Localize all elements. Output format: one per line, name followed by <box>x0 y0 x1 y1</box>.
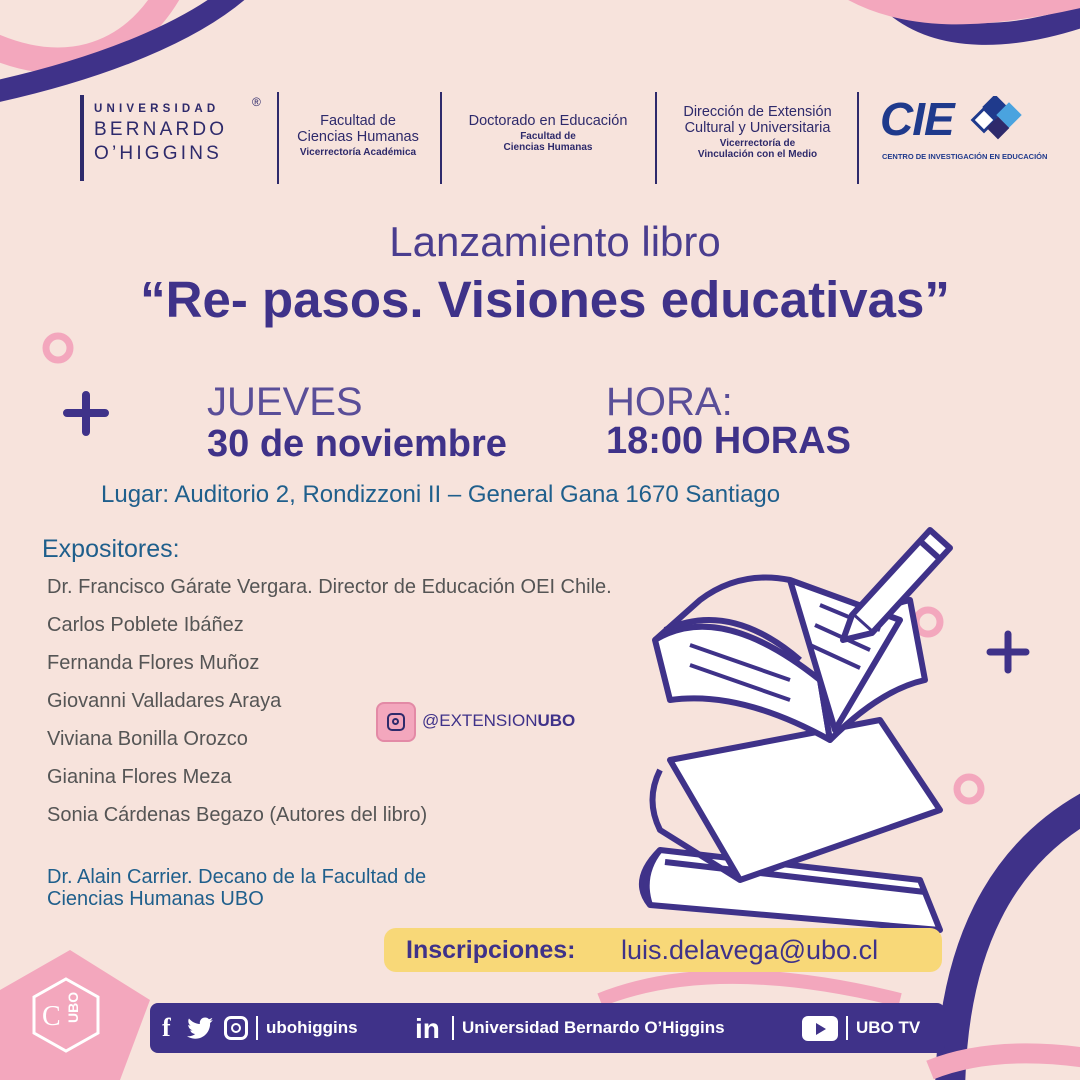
event-place: Lugar: Auditorio 2, Rondizzoni II – General Gana 1670 Santiago <box>101 481 781 508</box>
instagram-icon[interactable] <box>224 1016 248 1040</box>
speaker-item: Giovanni Valladares Araya <box>47 690 282 712</box>
header-divider <box>277 92 279 184</box>
cie-name: CIE <box>880 93 954 145</box>
footer-divider <box>846 1016 848 1040</box>
day-label: JUEVES <box>207 380 363 424</box>
header-divider <box>857 92 859 184</box>
footer-divider <box>256 1016 258 1040</box>
handle-bold: UBO <box>537 711 576 730</box>
extension-logo[interactable] <box>660 104 855 160</box>
cie-diamond-icon <box>966 96 1028 144</box>
hour-label: HORA: <box>606 380 733 424</box>
handle-prefix: @EXTENSION <box>422 711 538 730</box>
facultad-line1: Facultad de <box>320 113 396 129</box>
speaker-item: Viviana Bonilla Orozco <box>47 728 248 750</box>
doctorado-sub2: Ciencias Humanas <box>503 142 593 153</box>
speakers-title: Expositores: <box>42 535 180 563</box>
svg-text:C: C <box>42 1001 61 1032</box>
instagram-badge <box>376 702 416 742</box>
footer-handle[interactable]: ubohiggins <box>266 1018 358 1037</box>
extension-sub2: Vinculación con el Medio <box>697 149 818 160</box>
youtube-icon[interactable] <box>802 1016 838 1041</box>
event-date: 30 de noviembre <box>207 423 507 465</box>
dean-info <box>47 866 547 910</box>
doctorado-line1: Doctorado en Educación <box>468 113 628 129</box>
facebook-icon[interactable]: f <box>162 1013 171 1042</box>
extension-line2: Cultural y Universitaria <box>684 120 831 136</box>
facultad-sub: Vicerrectoría Académica <box>299 147 417 158</box>
books-illustration <box>642 530 950 930</box>
speaker-item: Dr. Francisco Gárate Vergara. Director de Educación OEI Chile. <box>47 576 612 598</box>
cie-sub: CENTRO DE INVESTIGACIÓN EN EDUCACIÓN <box>882 152 1048 161</box>
event-title: Lanzamiento libro <box>389 218 721 265</box>
registered-mark: ® <box>252 95 261 109</box>
facultad-line2: Ciencias Humanas <box>297 129 419 145</box>
footer-youtube[interactable]: UBO TV <box>856 1018 921 1037</box>
instagram-handle <box>422 711 575 731</box>
dean-line2: Ciencias Humanas UBO <box>47 888 264 910</box>
extension-line1: Dirección de Extensión <box>683 104 832 120</box>
logo-bar <box>80 95 84 181</box>
instagram-icon <box>387 713 405 731</box>
ubo-logo-line3: O’HIGGINS <box>94 143 223 164</box>
cie-logo[interactable] <box>878 92 1048 172</box>
event-hour: 18:00 HORAS <box>606 420 851 462</box>
extension-sub1: Vicerrectoría de <box>719 138 796 149</box>
social-footer <box>150 1003 945 1053</box>
book-title: “Re- pasos. Visiones educativas” <box>140 271 950 328</box>
twitter-icon[interactable] <box>186 1017 214 1039</box>
header-divider <box>655 92 657 184</box>
speaker-item: Gianina Flores Meza <box>47 766 232 788</box>
speaker-item: Fernanda Flores Muñoz <box>47 652 260 674</box>
footer-linkedin[interactable]: Universidad Bernardo O’Higgins <box>462 1018 725 1037</box>
ubo-logo-line1: UNIVERSIDAD <box>94 103 220 115</box>
ubo-logo[interactable] <box>80 95 270 185</box>
facultad-logo[interactable] <box>283 113 433 158</box>
svg-text:UBO: UBO <box>65 991 81 1023</box>
speaker-item: Sonia Cárdenas Begazo (Autores del libro) <box>47 804 428 826</box>
footer-divider <box>452 1016 454 1040</box>
ubo-logo-line2: BERNARDO <box>94 119 228 140</box>
header-divider <box>440 92 442 184</box>
doctorado-sub1: Facultad de <box>520 131 576 142</box>
speaker-item: Carlos Poblete Ibáñez <box>47 614 244 636</box>
registration-label: Inscripciones: <box>406 936 576 964</box>
linkedin-icon[interactable]: in <box>415 1013 440 1044</box>
registration-banner[interactable] <box>384 928 942 972</box>
registration-email[interactable]: luis.delavega@ubo.cl <box>621 935 879 965</box>
c-ubo-logo <box>28 975 104 1057</box>
dean-line1: Dr. Alain Carrier. Decano de la Facultad de <box>47 866 427 888</box>
doctorado-logo[interactable] <box>446 113 650 153</box>
